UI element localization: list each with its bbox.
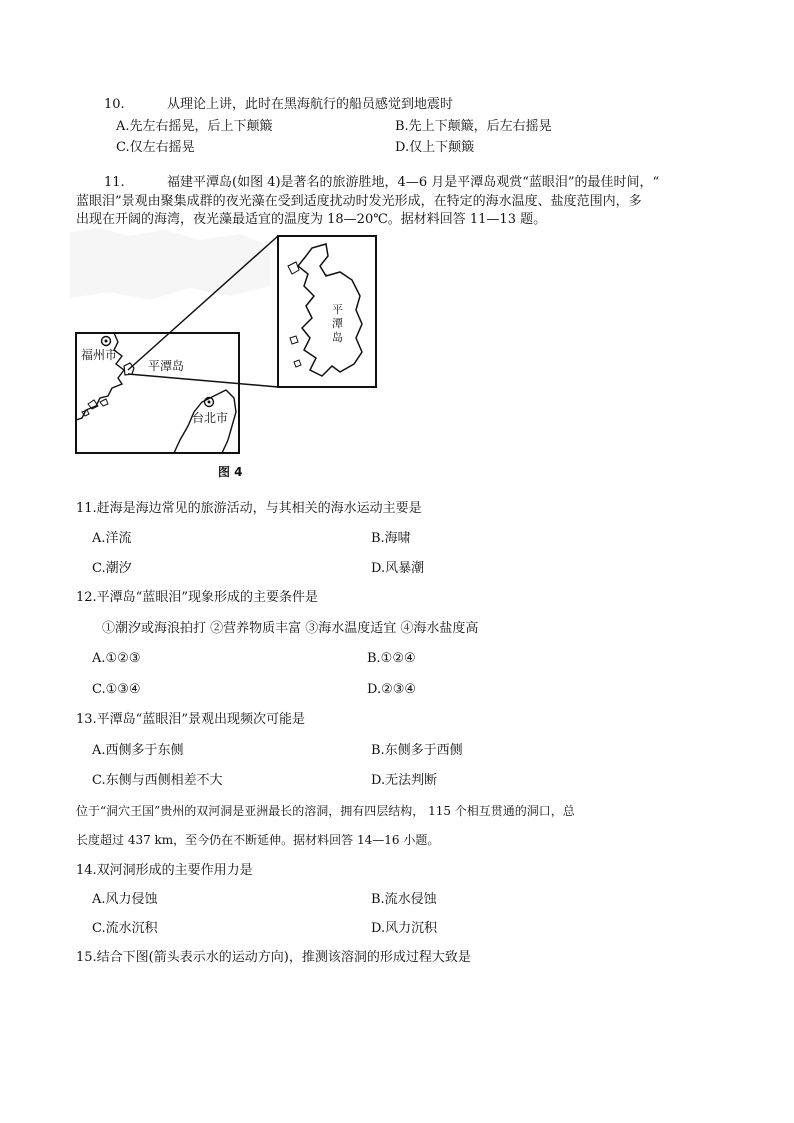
fuzhou-marker-dot [105, 340, 108, 343]
figure-caption: 图 4 [218, 465, 243, 479]
coastal-islets [82, 399, 108, 416]
q12-stem: 12.平潭岛“蓝眼泪”现象形成的主要条件是 [76, 590, 318, 605]
q10-option-a: A.先左右摇晃，后上下颠簸 [116, 119, 273, 134]
q13-option-d: D.无法判断 [371, 773, 438, 788]
q13-stem: 13.平潭岛“蓝眼泪”景观出现频次可能是 [76, 712, 305, 727]
inset-label-char-1: 平 [332, 303, 343, 316]
label-fuzhou: 福州市 [81, 348, 118, 362]
label-taipei: 台北市 [192, 411, 229, 425]
q13-option-b: B.东侧多于西侧 [371, 743, 463, 758]
q12-option-b: B.①②④ [367, 651, 416, 666]
inset-point-dot [325, 274, 327, 276]
q11-option-a: A.洋流 [92, 531, 132, 546]
q15-stem: 15.结合下图(箭头表示水的运动方向)，推测该溶洞的形成过程大致是 [76, 950, 471, 965]
q10-option-b: B.先上下颠簸，后左右摇晃 [395, 119, 552, 134]
intro1-line2: 蓝眼泪”景观由聚集成群的夜光藻在受到适度扰动时发光形成，在特定的海水温度、盐度范围内，多 [76, 194, 642, 209]
inset-label-char-3: 岛 [332, 331, 343, 344]
q12-option-c: C.①③④ [92, 682, 141, 697]
q11-stem: 11.赶海是海边常见的旅游活动，与其相关的海水运动主要是 [76, 501, 422, 516]
q14-stem: 14.双河洞形成的主要作用力是 [76, 863, 253, 878]
q13-option-a: A.西侧多于东侧 [92, 743, 184, 758]
intro1-line3: 出现在开阔的海湾，夜光藻最适宜的温度为 18—20℃。据材料回答 11—13 题。 [76, 212, 547, 227]
figure-4-map [70, 226, 390, 488]
intro2-line2: 长度超过 437 km，至今仍在不断延伸。据材料回答 14—16 小题。 [76, 833, 440, 847]
q13-option-c: C.东侧与西侧相差不大 [92, 773, 223, 788]
connector-line-bottom [128, 374, 278, 387]
mainland-coastline [76, 333, 124, 420]
q10-number: 10. [104, 97, 125, 112]
intro1-line1: 福建平潭岛(如图 4)是著名的旅游胜地，4—6 月是平潭岛观赏“蓝眼泪”的最佳时间，“ [167, 175, 660, 190]
inset-small-islets [288, 262, 301, 367]
q14-option-a: A.风力侵蚀 [92, 892, 158, 907]
inset-label-char-2: 潭 [332, 317, 343, 330]
label-pingtan: 平潭岛 [148, 359, 185, 373]
q10-stem: 从理论上讲，此时在黑海航行的船员感觉到地震时 [167, 97, 454, 112]
q10-option-d: D.仅上下颠簸 [395, 140, 475, 155]
q12-option-a: A.①②③ [92, 651, 141, 666]
inset-pingtan-island [298, 244, 362, 376]
q11-option-c: C.潮汐 [92, 561, 132, 576]
q11-option-b: B.海啸 [371, 531, 411, 546]
intro1-number: 11. [104, 175, 125, 190]
inset-map-frame [278, 236, 376, 387]
q14-option-c: C.流水沉积 [92, 921, 158, 936]
taipei-marker-dot [208, 401, 211, 404]
q10-option-c: C.仅左右摇晃 [116, 140, 195, 155]
q11-option-d: D.风暴潮 [371, 561, 425, 576]
map-background-shading [70, 228, 270, 300]
q14-option-d: D.风力沉积 [371, 921, 438, 936]
intro2-line1: 位于“洞穴王国”贵州的双河洞是亚洲最长的溶洞，拥有四层结构， 115 个相互贯通的洞口，总 [76, 804, 575, 818]
q12-option-d: D.②③④ [367, 682, 417, 697]
q14-option-b: B.流水侵蚀 [371, 892, 437, 907]
q12-conditions: ①潮汐或海浪拍打 ②营养物质丰富 ③海水温度适宜 ④海水盐度高 [102, 621, 479, 636]
